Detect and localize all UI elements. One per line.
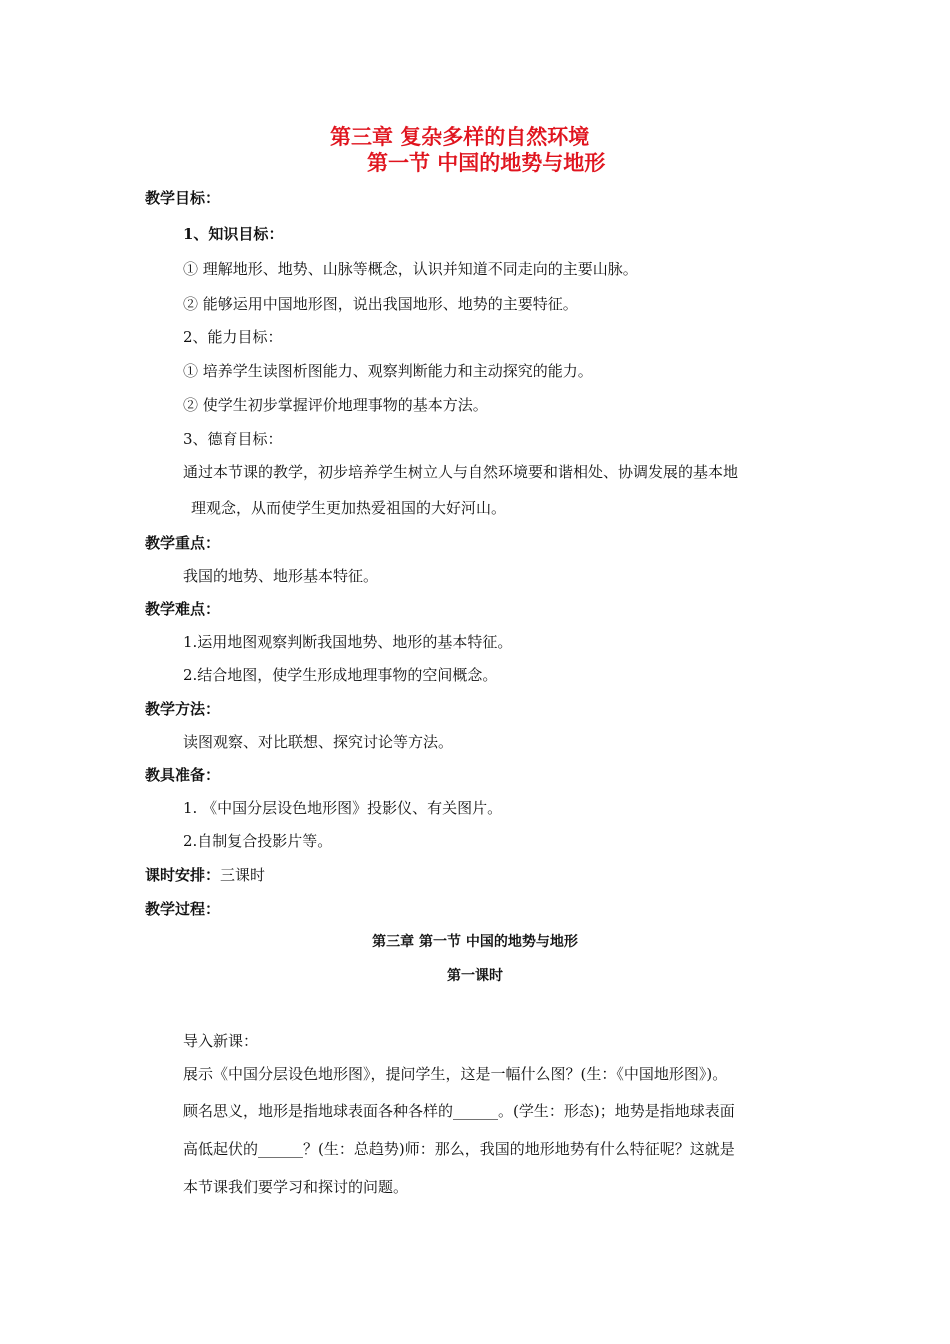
difficulty-item: 1.运用地图观察判断我国地势、地形的基本特征。 xyxy=(183,633,513,651)
lesson-title: 第一课时 xyxy=(447,968,503,984)
knowledge-objective-item: ① 理解地形、地势、山脉等概念，认识并知道不同走向的主要山脉。 xyxy=(183,260,638,278)
intro-line: 高低起伏的______？(生：总趋势)师：那么，我国的地形地势有什么特征呢？这就是 xyxy=(183,1140,735,1158)
objectives-heading: 教学目标： xyxy=(145,189,221,207)
schedule-heading: 课时安排： xyxy=(145,866,221,884)
key-points-text: 我国的地势、地形基本特征。 xyxy=(183,567,379,585)
methods-heading: 教学方法： xyxy=(145,700,221,718)
materials-item: 2.自制复合投影片等。 xyxy=(183,832,333,850)
process-subtitle: 第三章 第一节 中国的地势与地形 xyxy=(372,934,578,950)
moral-objective-line: 通过本节课的教学，初步培养学生树立人与自然环境要和谐相处、协调发展的基本地 xyxy=(183,463,739,481)
ability-objective-label: 2、能力目标： xyxy=(183,328,283,346)
materials-item: 1. 《中国分层设色地形图》投影仪、有关图片。 xyxy=(183,799,503,817)
intro-line: 顾名思义，地形是指地球表面各种各样的______。(学生：形态)；地势是指地球表面 xyxy=(183,1102,735,1120)
ability-objective-item: ① 培养学生读图析图能力、观察判断能力和主动探究的能力。 xyxy=(183,362,593,380)
moral-objective-line: 理观念，从而使学生更加热爱祖国的大好河山。 xyxy=(191,499,507,517)
key-points-heading: 教学重点： xyxy=(145,534,221,552)
chapter-title: 第三章 复杂多样的自然环境 xyxy=(330,125,590,149)
intro-line: 本节课我们要学习和探讨的问题。 xyxy=(183,1178,409,1196)
knowledge-objective-label: 1、知识目标： xyxy=(183,225,284,243)
difficulty-item: 2.结合地图，使学生形成地理事物的空间概念。 xyxy=(183,666,498,684)
schedule-value: 三课时 xyxy=(220,866,266,884)
process-heading: 教学过程： xyxy=(145,900,221,918)
moral-objective-label: 3、德育目标： xyxy=(183,430,283,448)
materials-heading: 教具准备： xyxy=(145,766,221,784)
difficulties-heading: 教学难点： xyxy=(145,600,221,618)
ability-objective-item: ② 使学生初步掌握评价地理事物的基本方法。 xyxy=(183,396,488,414)
intro-label: 导入新课： xyxy=(183,1032,259,1050)
schedule-row xyxy=(145,865,265,885)
methods-text: 读图观察、对比联想、探究讨论等方法。 xyxy=(183,733,454,751)
section-title: 第一节 中国的地势与地形 xyxy=(367,151,606,175)
knowledge-objective-item: ② 能够运用中国地形图，说出我国地形、地势的主要特征。 xyxy=(183,295,578,313)
intro-line: 展示《中国分层设色地形图》，提问学生，这是一幅什么图？(生：《中国地形图》)。 xyxy=(183,1065,728,1083)
